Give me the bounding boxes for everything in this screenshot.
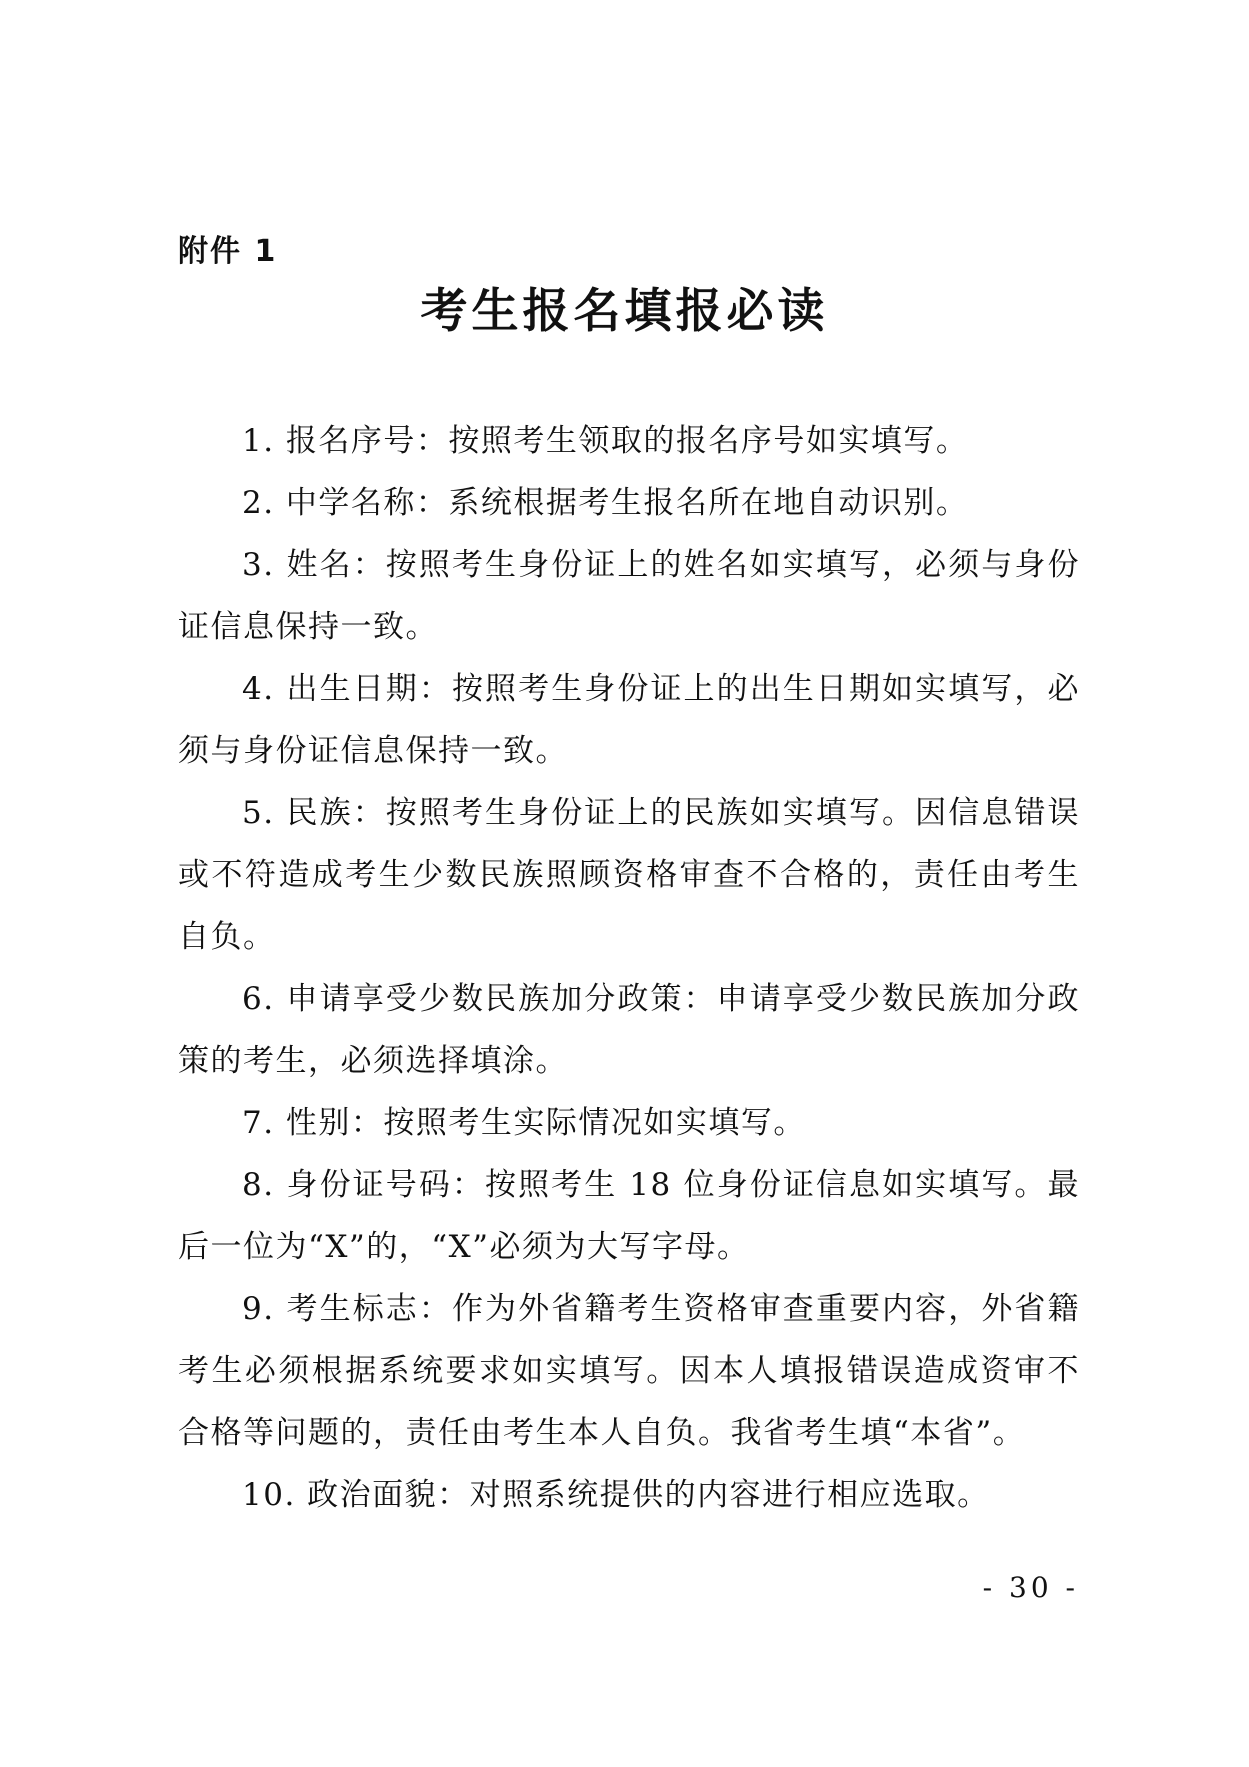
paragraph-ethnicity: 5. 民族：按照考生身份证上的民族如实填写。因信息错误或不符造成考生少数民族照顾资格审查不合格的，责任由考生自负。 (178, 795, 1080, 955)
paragraph-school-name: 2. 中学名称：系统根据考生报名所在地自动识别。 (242, 485, 969, 521)
paragraph-political-status: 10. 政治面貌：对照系统提供的内容进行相应选取。 (242, 1477, 990, 1513)
paragraph-ethnic-bonus-policy: 6. 申请享受少数民族加分政策：申请享受少数民族加分政策的考生，必须选择填涂。 (178, 981, 1080, 1079)
attachment-label: 附件 1 (178, 234, 278, 269)
paragraph-birth-date: 4. 出生日期：按照考生身份证上的出生日期如实填写，必须与身份证信息保持一致。 (178, 671, 1080, 769)
paragraph-gender: 7. 性别：按照考生实际情况如实填写。 (242, 1105, 806, 1141)
page-title: 考生报名填报必读 (420, 284, 829, 339)
paragraph-id-number: 8. 身份证号码：按照考生 18 位身份证信息如实填写。最后一位为“X”的，“X”必须为大写字母。 (178, 1167, 1080, 1265)
paragraph-name: 3. 姓名：按照考生身份证上的姓名如实填写，必须与身份证信息保持一致。 (178, 547, 1080, 645)
paragraph-registration-number: 1. 报名序号：按照考生领取的报名序号如实填写。 (242, 423, 969, 459)
page-number: - 30 - (982, 1571, 1079, 1604)
document-body (178, 410, 1080, 1526)
paragraph-candidate-flag: 9. 考生标志：作为外省籍考生资格审查重要内容，外省籍考生必须根据系统要求如实填写。因本人填报错误造成资审不合格等问题的，责任由考生本人自负。我省考生填“本省”。 (178, 1291, 1080, 1451)
